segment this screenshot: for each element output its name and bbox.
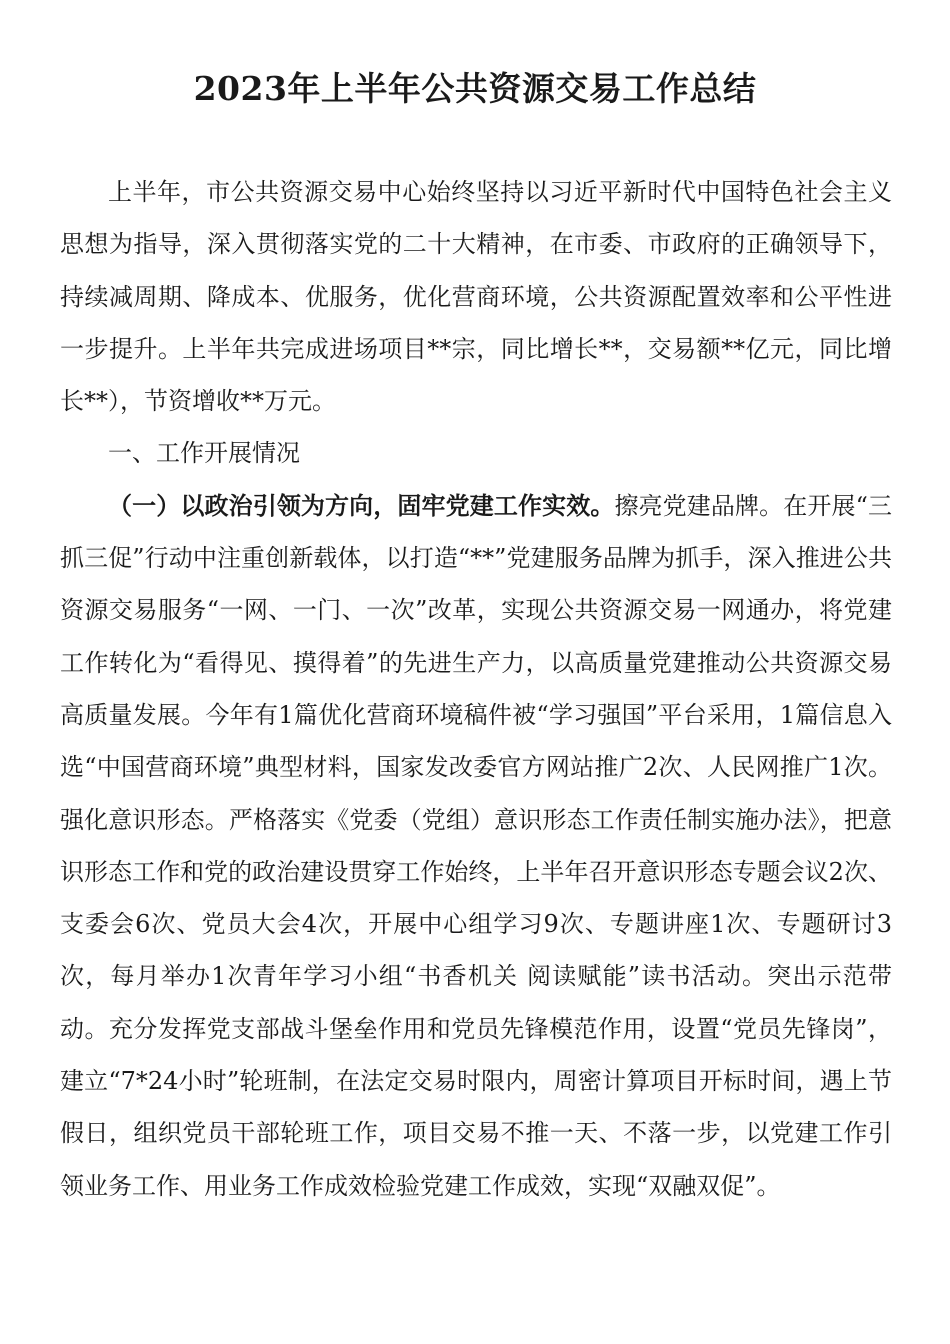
subsection-paragraph [60, 480, 892, 1212]
intro-paragraph: 上半年，市公共资源交易中心始终坚持以习近平新时代中国特色社会主义思想为指导，深入贯彻落实党的二十大精神，在市委、市政府的正确领导下，持续减周期、降成本、优服务，优化营商环境，公共资源配置效率和公平性进一步提升。上半年共完成进场项目**宗，同比增长**，交易额**亿元，同比增长**），节资增收**万元。 [60, 178, 892, 416]
document-body [60, 166, 892, 1212]
subsection-body: 擦亮党建品牌。在开展“三抓三促”行动中注重创新载体，以打造“**”党建服务品牌为抓手，深入推进公共资源交易服务“一网、一门、一次”改革，实现公共资源交易一网通办，将党建工作转化为“看得见、摸得着”的先进生产力，以高质量党建推动公共资源交易高质量发展。今年有1篇优化营商环境稿件被“学习强国”平台采用，1篇信息入选“中国营商环境”典型材料，国家发改委官方网站推广2次、人民网推广1次。强化意识形态。严格落实《党委（党组）意识形态工作责任制实施办法》，把意识形态工作和党的政治建设贯穿工作始终，上半年召开意识形态专题会议2次、支委会6次、党员大会4次，开展中心组学习9次、专题讲座1次、专题研讨3次，每月举办1次青年学习小组“书香机关 阅读赋能”读书活动。突出示范带动。充分发挥党支部战斗堡垒作用和党员先锋模范作用，设置“党员先锋岗”，建立“7*24小时”轮班制，在法定交易时限内，周密计算项目开标时间，遇上节假日，组织党员干部轮班工作，项目交易不推一天、不落一步，以党建工作引领业务工作、用业务工作成效检验党建工作成效，实现“双融双促”。 [60, 491, 893, 1200]
section-heading: 一、工作开展情况 [108, 439, 300, 468]
subsection-lead: （一）以政治引领为方向，固牢党建工作实效。 [108, 490, 615, 520]
document-title: 2023年上半年公共资源交易工作总结 [193, 69, 757, 108]
